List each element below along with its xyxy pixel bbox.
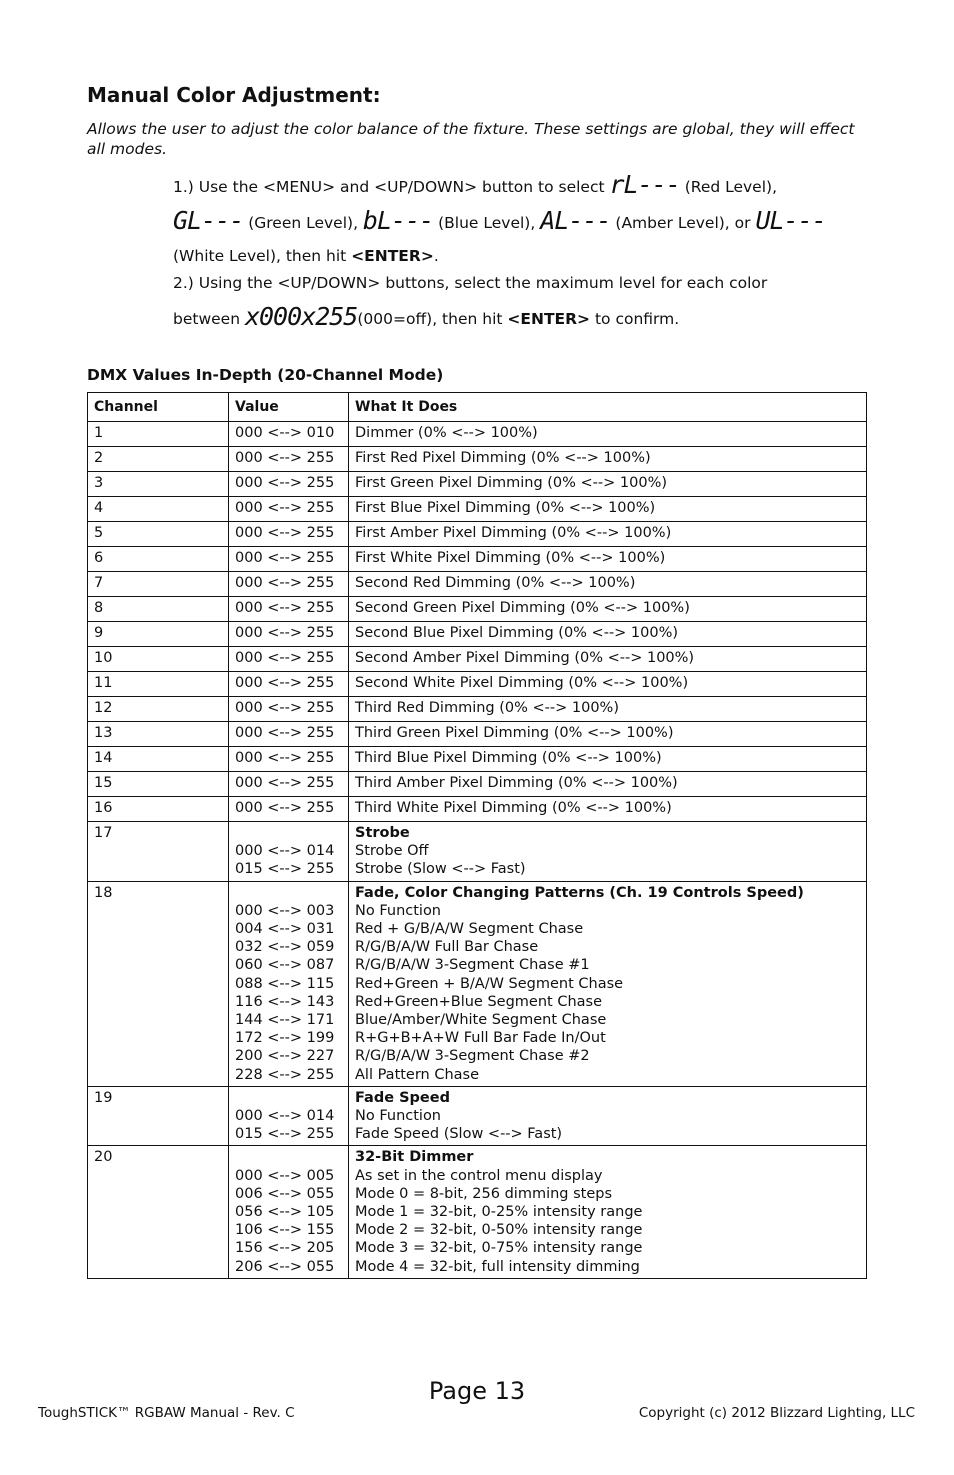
page-number: Page 13: [428, 1377, 526, 1405]
channel-cell: 2: [88, 447, 229, 472]
value-range: 206 <--> 055: [235, 1258, 335, 1275]
value-cell: 000 <--> 255: [229, 722, 349, 747]
channel-cell: 7: [88, 572, 229, 597]
value-cell: 000 <--> 255: [229, 522, 349, 547]
channel-cell: 12: [88, 697, 229, 722]
function-description: Red+Green+Blue Segment Chase: [355, 993, 602, 1010]
column-header-what-it-does: What It Does: [349, 393, 867, 422]
value-range: 032 <--> 059: [235, 939, 335, 956]
column-header-value: Value: [229, 393, 349, 422]
channel-cell: 18: [88, 881, 229, 1086]
table-row: [88, 422, 867, 447]
function-title: 32-Bit Dimmer: [355, 1149, 474, 1166]
table-row: [88, 547, 867, 572]
step-2-text: to confirm.: [590, 310, 680, 328]
value-range: 000 <--> 014: [235, 1108, 335, 1125]
value-cell: 000 <--> 255: [229, 497, 349, 522]
channel-cell: 5: [88, 522, 229, 547]
value-range: 228 <--> 255: [235, 1066, 335, 1083]
function-description: R/G/B/A/W 3-Segment Chase #2: [355, 1048, 590, 1065]
value-range: 088 <--> 115: [235, 975, 335, 992]
value-range: 106 <--> 155: [235, 1222, 335, 1239]
table-row: [88, 797, 867, 822]
function-description: No Function: [355, 902, 442, 919]
function-description: Mode 3 = 32-bit, 0-75% intensity range: [355, 1240, 643, 1257]
value-cell: 000 <--> 255: [229, 697, 349, 722]
intro-paragraph: Allows the user to adjust the color balance of the fixture. These settings are global, they will effect all modes.: [87, 120, 855, 158]
step-2-text: 2.) Using the <UP/DOWN> buttons, select the maximum level for each color: [173, 274, 768, 292]
function-description: All Pattern Chase: [355, 1066, 480, 1083]
step-2-text: (000=off), then hit: [357, 310, 508, 328]
function-description: No Function: [355, 1108, 442, 1125]
value-cell: 000 <--> 255: [229, 547, 349, 572]
description-cell: Second Green Pixel Dimming (0% <--> 100%): [349, 597, 867, 622]
description-cell: Third Red Dimming (0% <--> 100%): [349, 697, 867, 722]
description-cell: Third Green Pixel Dimming (0% <--> 100%): [349, 722, 867, 747]
description-cell: First Red Pixel Dimming (0% <--> 100%): [349, 447, 867, 472]
table-row: [88, 472, 867, 497]
value-cell: [229, 1146, 349, 1278]
step-2-text: between: [173, 310, 245, 328]
channel-cell: 13: [88, 722, 229, 747]
description-cell: Third Amber Pixel Dimming (0% <--> 100%): [349, 772, 867, 797]
spacer: [235, 884, 342, 902]
function-description: Mode 4 = 32-bit, full intensity dimming: [355, 1258, 640, 1275]
value-range: 200 <--> 227: [235, 1048, 335, 1065]
value-range: 015 <--> 255: [235, 861, 335, 878]
table-row: [88, 622, 867, 647]
dmx-table-body: [88, 422, 867, 1279]
channel-cell: 15: [88, 772, 229, 797]
function-description: R/G/B/A/W 3-Segment Chase #1: [355, 957, 590, 974]
value-cell: 000 <--> 255: [229, 597, 349, 622]
value-cell: [229, 1086, 349, 1146]
step-1-text: (Amber Level), or: [610, 214, 756, 232]
step-1-paragraph: [173, 168, 873, 273]
footer-manual-title: ToughSTICK™ RGBAW Manual - Rev. C: [38, 1405, 295, 1421]
function-description: R/G/B/A/W Full Bar Chase: [355, 939, 539, 956]
value-cell: 000 <--> 010: [229, 422, 349, 447]
value-cell: [229, 822, 349, 882]
value-range: 000 <--> 014: [235, 843, 335, 860]
step-1-text: (Blue Level),: [433, 214, 541, 232]
lcd-white-level: UL---: [755, 206, 826, 235]
description-cell: Third White Pixel Dimming (0% <--> 100%): [349, 797, 867, 822]
function-description: Mode 0 = 8-bit, 256 dimming steps: [355, 1185, 613, 1202]
description-cell: Second Blue Pixel Dimming (0% <--> 100%): [349, 622, 867, 647]
value-cell: [229, 881, 349, 1086]
table-title: DMX Values In-Depth (20-Channel Mode): [87, 366, 444, 384]
channel-cell: 17: [88, 822, 229, 882]
channel-cell: 19: [88, 1086, 229, 1146]
value-range: 000 <--> 005: [235, 1167, 335, 1184]
function-title: Fade Speed: [355, 1089, 450, 1106]
lcd-amber-level: AL---: [540, 206, 611, 235]
channel-cell: 9: [88, 622, 229, 647]
step-2-paragraph: [173, 266, 873, 336]
description-cell: [349, 822, 867, 882]
spacer: [235, 824, 342, 842]
value-cell: 000 <--> 255: [229, 672, 349, 697]
value-range: 116 <--> 143: [235, 993, 335, 1010]
lcd-red-level: rL---: [609, 170, 680, 199]
enter-key-label: <ENTER>: [507, 310, 591, 328]
table-row: [88, 447, 867, 472]
table-row: [88, 697, 867, 722]
function-description: Strobe (Slow <--> Fast): [355, 861, 526, 878]
enter-key-label: <ENTER>: [351, 247, 434, 265]
value-range: 006 <--> 055: [235, 1185, 335, 1202]
description-cell: First Amber Pixel Dimming (0% <--> 100%): [349, 522, 867, 547]
function-description: Strobe Off: [355, 843, 429, 860]
table-row: [88, 747, 867, 772]
description-cell: Dimmer (0% <--> 100%): [349, 422, 867, 447]
function-title: Fade, Color Changing Patterns (Ch. 19 Controls Speed): [355, 884, 804, 901]
value-cell: 000 <--> 255: [229, 447, 349, 472]
channel-cell: 4: [88, 497, 229, 522]
step-1-text: (Green Level),: [243, 214, 363, 232]
description-cell: Second Amber Pixel Dimming (0% <--> 100%): [349, 647, 867, 672]
description-cell: [349, 1146, 867, 1278]
channel-cell: 10: [88, 647, 229, 672]
function-description: R+G+B+A+W Full Bar Fade In/Out: [355, 1030, 606, 1047]
step-1-text: 1.) Use the <MENU> and <UP/DOWN> button to select: [173, 178, 610, 196]
value-cell: 000 <--> 255: [229, 772, 349, 797]
description-cell: First Blue Pixel Dimming (0% <--> 100%): [349, 497, 867, 522]
channel-cell: 1: [88, 422, 229, 447]
table-row: [88, 822, 867, 882]
description-cell: Second Red Dimming (0% <--> 100%): [349, 572, 867, 597]
value-cell: 000 <--> 255: [229, 747, 349, 772]
lcd-range-display: x000x255: [244, 302, 358, 331]
value-range: 144 <--> 171: [235, 1012, 335, 1029]
table-row: [88, 672, 867, 697]
table-header-row: [88, 393, 867, 422]
function-description: Blue/Amber/White Segment Chase: [355, 1012, 607, 1029]
function-description: Red + G/B/A/W Segment Chase: [355, 921, 584, 938]
footer-copyright: Copyright (c) 2012 Blizzard Lighting, LLC: [638, 1405, 915, 1421]
description-cell: First White Pixel Dimming (0% <--> 100%): [349, 547, 867, 572]
lcd-blue-level: bL---: [362, 206, 434, 235]
channel-cell: 14: [88, 747, 229, 772]
spacer: [235, 1148, 342, 1166]
dmx-values-table: [87, 392, 867, 1279]
table-row: [88, 1146, 867, 1278]
value-cell: 000 <--> 255: [229, 647, 349, 672]
function-description: Fade Speed (Slow <--> Fast): [355, 1126, 563, 1143]
channel-cell: 6: [88, 547, 229, 572]
function-description: As set in the control menu display: [355, 1167, 603, 1184]
description-cell: [349, 881, 867, 1086]
table-row: [88, 572, 867, 597]
description-cell: [349, 1086, 867, 1146]
value-cell: 000 <--> 255: [229, 622, 349, 647]
value-range: 060 <--> 087: [235, 957, 335, 974]
value-cell: 000 <--> 255: [229, 797, 349, 822]
value-range: 172 <--> 199: [235, 1030, 335, 1047]
description-cell: Second White Pixel Dimming (0% <--> 100%): [349, 672, 867, 697]
table-row: [88, 647, 867, 672]
value-range: 056 <--> 105: [235, 1204, 335, 1221]
description-cell: Third Blue Pixel Dimming (0% <--> 100%): [349, 747, 867, 772]
table-row: [88, 722, 867, 747]
channel-cell: 8: [88, 597, 229, 622]
lcd-green-level: GL---: [173, 206, 244, 235]
spacer: [235, 1089, 342, 1107]
channel-cell: 3: [88, 472, 229, 497]
channel-cell: 20: [88, 1146, 229, 1278]
step-1-text: .: [433, 247, 439, 265]
value-range: 004 <--> 031: [235, 921, 335, 937]
table-row: [88, 597, 867, 622]
description-cell: First Green Pixel Dimming (0% <--> 100%): [349, 472, 867, 497]
value-range: 015 <--> 255: [235, 1126, 335, 1143]
table-row: [88, 497, 867, 522]
channel-cell: 11: [88, 672, 229, 697]
value-range: 000 <--> 003: [235, 902, 335, 919]
function-title: Strobe: [355, 825, 410, 841]
table-row: [88, 772, 867, 797]
function-description: Mode 2 = 32-bit, 0-50% intensity range: [355, 1222, 643, 1239]
value-cell: 000 <--> 255: [229, 472, 349, 497]
function-description: Mode 1 = 32-bit, 0-25% intensity range: [355, 1204, 643, 1221]
table-row: [88, 1086, 867, 1146]
column-header-channel: Channel: [88, 393, 229, 422]
value-range: 156 <--> 205: [235, 1240, 335, 1257]
channel-cell: 16: [88, 797, 229, 822]
section-heading: Manual Color Adjustment:: [87, 83, 381, 107]
function-description: Red+Green + B/A/W Segment Chase: [355, 975, 624, 992]
value-cell: 000 <--> 255: [229, 572, 349, 597]
table-row: [88, 881, 867, 1086]
step-1-text: (Red Level),: [679, 178, 778, 196]
step-1-text: (White Level), then hit: [173, 247, 352, 265]
table-row: [88, 522, 867, 547]
